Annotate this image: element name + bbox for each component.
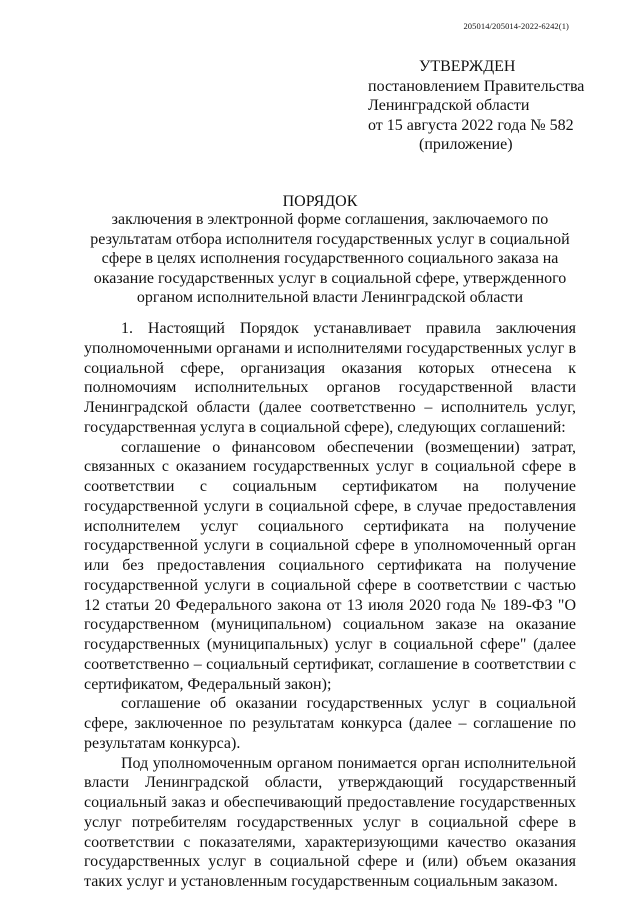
approval-line-2: Ленинградской области [368,97,530,114]
document-body [84,319,576,892]
document-subtitle: заключения в электронной форме соглашения, заключаемого по результатам отбора исполнителя государственных услуг в социальной сфере в целях исполнения государственного социального заказа на оказание государственных услуг в социальной сфере, утвержденного органом исполнительной власти Ленинградской области [90,211,570,306]
paragraph-4: Под уполномоченным органом понимается орган исполнительной власти Ленинградской области, утверждающий государственный социальный заказ и обеспечивающий предоставление государственных услуг потребителям государственных услуг в социальной сфере в соответствии с показателями, характеризующими качество оказания государственных услуг в социальной сфере и (или) объем оказания таких услуг и установленным государственным социальным заказом. [84,754,576,890]
document-title: ПОРЯДОК [282,193,358,210]
approval-line-3: от 15 августа 2022 года № 582 [368,116,574,134]
approval-title: УТВЕРЖДЕН [419,58,516,75]
paragraph-2: соглашение о финансовом обеспечении (возмещении) затрат, связанных с оказанием государственных услуг в социальной сфере в соответствии с социальным сертификатом на получение государственной услуги в социальной сфере, в случае предоставления исполнителем услуг социального сертификата на получение государственной услуги в социальной сфере в уполномоченный орган или без предоставления социального сертификата на получение государственной услуги в социальной сфере в соответствии с частью 12 статьи 20 Федерального закона от 13 июля 2020 года № 189-ФЗ "О государственном (муниципальном) социальном заказе на оказание государственных (муниципальных) услуг в социальной сфере" (далее соответственно – социальный сертификат, соглашение в соответствии с сертификатом, Федеральный закон); [84,438,576,693]
paragraph-1: 1. Настоящий Порядок устанавливает правила заключения уполномоченными органами и исполнителями государственных услуг в социальной сфере, организация оказания которых отнесена к полномочиям исполнительных органов государственной власти Ленинградской области (далее соответственно – исполнитель услуг, государственная услуга в социальной сфере), следующих соглашений: [84,320,576,436]
approval-note: (приложение) [419,136,513,153]
approval-stamp [368,57,584,155]
approval-line-1: постановлением Правительства [368,77,585,95]
paragraph-3: соглашение об оказании государственных услуг в социальной сфере, заключенное по результатам конкурса (далее – соглашение по результатам конкурса). [84,695,576,752]
document-id: 205014/205014-2022-6242(1) [463,21,569,31]
